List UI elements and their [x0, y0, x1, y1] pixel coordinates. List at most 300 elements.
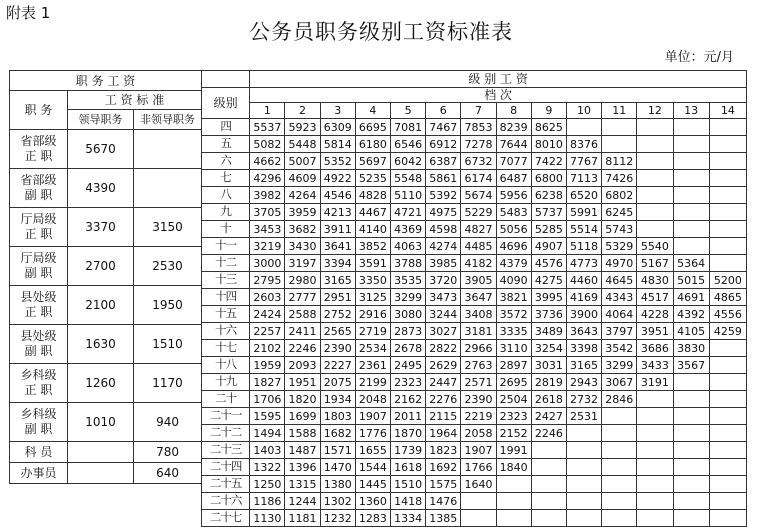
level-cell: 二十六 — [202, 493, 250, 510]
step-number: 3 — [320, 103, 355, 119]
salary-cell: 5082 — [250, 136, 285, 153]
step-number: 9 — [531, 103, 566, 119]
salary-cell: 5056 — [496, 221, 531, 238]
salary-cell: 6309 — [320, 119, 355, 136]
salary-cell: 2565 — [320, 323, 355, 340]
salary-cell: 4343 — [602, 289, 637, 306]
salary-cell — [709, 170, 746, 187]
salary-cell: 6802 — [602, 187, 637, 204]
salary-cell — [637, 221, 673, 238]
salary-standard-header: 工 资 标 准 — [68, 91, 202, 110]
table-row — [202, 374, 747, 391]
salary-cell — [673, 153, 709, 170]
salary-cell — [566, 476, 601, 493]
salary-cell: 2752 — [320, 306, 355, 323]
salary-cell: 1706 — [250, 391, 285, 408]
salary-cell: 3686 — [637, 340, 673, 357]
salary-cell: 2504 — [496, 391, 531, 408]
salary-cell — [531, 493, 566, 510]
salary-cell: 4485 — [461, 238, 496, 255]
salary-cell: 5697 — [355, 153, 390, 170]
salary-cell: 2048 — [355, 391, 390, 408]
salary-cell: 4907 — [531, 238, 566, 255]
salary-cell: 4517 — [637, 289, 673, 306]
annex-label: 附表 1 — [6, 4, 51, 22]
salary-cell: 1823 — [426, 442, 461, 459]
level-cell: 二十二 — [202, 425, 250, 442]
table-row — [202, 272, 747, 289]
position-name: 县处级 副 职 — [10, 325, 68, 364]
table-row — [10, 364, 202, 403]
level-cell: 十七 — [202, 340, 250, 357]
salary-cell — [637, 187, 673, 204]
salary-cell: 4140 — [355, 221, 390, 238]
salary-cell: 3647 — [461, 289, 496, 306]
salary-cell: 3181 — [461, 323, 496, 340]
table-row — [10, 130, 202, 169]
salary-cell: 6487 — [496, 170, 531, 187]
salary-cell: 4830 — [637, 272, 673, 289]
salary-cell: 8010 — [531, 136, 566, 153]
table-row — [202, 170, 747, 187]
salary-cell: 2897 — [496, 357, 531, 374]
salary-cell: 1470 — [320, 459, 355, 476]
salary-cell: 4556 — [709, 306, 746, 323]
salary-cell: 5392 — [426, 187, 461, 204]
salary-cell: 4467 — [355, 204, 390, 221]
salary-cell — [461, 510, 496, 527]
salary-cell: 1445 — [355, 476, 390, 493]
salary-cell — [673, 187, 709, 204]
step-number: 10 — [566, 103, 601, 119]
salary-cell: 3110 — [496, 340, 531, 357]
salary-cell: 3788 — [391, 255, 426, 272]
salary-cell: 1302 — [320, 493, 355, 510]
salary-cell: 6238 — [531, 187, 566, 204]
salary-cell: 3080 — [391, 306, 426, 323]
salary-cell: 1360 — [355, 493, 390, 510]
salary-cell: 2361 — [355, 357, 390, 374]
salary-cell — [566, 493, 601, 510]
salary-cell: 3959 — [285, 204, 320, 221]
salary-cell: 3031 — [531, 357, 566, 374]
salary-cell — [637, 408, 673, 425]
page-title: 公务员职务级别工资标准表 — [249, 20, 513, 44]
salary-cell: 2199 — [355, 374, 390, 391]
salary-cell — [673, 221, 709, 238]
salary-cell: 5167 — [637, 255, 673, 272]
salary-cell: 4264 — [285, 187, 320, 204]
step-number: 12 — [637, 103, 673, 119]
salary-cell: 5200 — [709, 272, 746, 289]
salary-cell: 1510 — [391, 476, 426, 493]
salary-cell: 3682 — [285, 221, 320, 238]
salary-cell: 3125 — [355, 289, 390, 306]
salary-cell: 3905 — [461, 272, 496, 289]
salary-cell — [709, 357, 746, 374]
step-number: 7 — [461, 103, 496, 119]
salary-cell — [709, 493, 746, 510]
salary-cell — [673, 510, 709, 527]
salary-cell — [709, 238, 746, 255]
level-cell: 二十一 — [202, 408, 250, 425]
salary-cell: 4975 — [426, 204, 461, 221]
salary-cell: 2695 — [496, 374, 531, 391]
salary-cell — [709, 408, 746, 425]
salary-cell: 4922 — [320, 170, 355, 187]
salary-cell: 2603 — [250, 289, 285, 306]
salary-cell: 3430 — [285, 238, 320, 255]
salary-cell: 1682 — [320, 425, 355, 442]
salary-cell: 7644 — [496, 136, 531, 153]
salary-cell: 1418 — [391, 493, 426, 510]
salary-cell — [709, 340, 746, 357]
level-cell: 十三 — [202, 272, 250, 289]
salary-cell — [709, 136, 746, 153]
salary-cell: 2951 — [320, 289, 355, 306]
salary-cell — [637, 391, 673, 408]
salary-cell — [637, 510, 673, 527]
salary-cell: 2011 — [391, 408, 426, 425]
salary-cell: 6800 — [531, 170, 566, 187]
salary-cell: 1385 — [426, 510, 461, 527]
salary-cell — [602, 442, 637, 459]
salary-cell — [673, 442, 709, 459]
salary-cell — [637, 170, 673, 187]
salary-cell: 5737 — [531, 204, 566, 221]
salary-cell: 3244 — [426, 306, 461, 323]
salary-cell: 4827 — [461, 221, 496, 238]
salary-cell: 1315 — [285, 476, 320, 493]
salary-cell: 3191 — [637, 374, 673, 391]
salary-cell: 1476 — [426, 493, 461, 510]
nonleader-salary — [134, 130, 202, 169]
salary-cell: 1766 — [461, 459, 496, 476]
salary-cell: 2102 — [250, 340, 285, 357]
level-cell: 五 — [202, 136, 250, 153]
salary-cell: 3641 — [320, 238, 355, 255]
salary-cell: 3982 — [250, 187, 285, 204]
table-row — [10, 403, 202, 442]
salary-cell — [461, 493, 496, 510]
salary-cell — [709, 187, 746, 204]
salary-cell — [709, 442, 746, 459]
salary-cell: 1907 — [355, 408, 390, 425]
salary-cell: 1655 — [355, 442, 390, 459]
salary-cell: 1250 — [250, 476, 285, 493]
salary-cell: 5007 — [285, 153, 320, 170]
table-row — [202, 306, 747, 323]
salary-cell: 2424 — [250, 306, 285, 323]
leader-salary — [68, 463, 134, 484]
salary-cell: 5814 — [320, 136, 355, 153]
salary-cell: 3067 — [602, 374, 637, 391]
salary-cell: 1334 — [391, 510, 426, 527]
salary-cell: 1840 — [496, 459, 531, 476]
nonleader-salary: 640 — [134, 463, 202, 484]
salary-cell: 3027 — [426, 323, 461, 340]
salary-cell: 5118 — [566, 238, 601, 255]
table-row — [202, 119, 747, 136]
nonleader-salary: 1170 — [134, 364, 202, 403]
leader-salary: 4390 — [68, 169, 134, 208]
salary-cell: 1571 — [320, 442, 355, 459]
salary-cell: 2819 — [531, 374, 566, 391]
table-row — [10, 247, 202, 286]
salary-cell: 2390 — [320, 340, 355, 357]
grade-salary-table — [201, 70, 747, 527]
salary-cell: 2390 — [461, 391, 496, 408]
nonleader-salary: 1510 — [134, 325, 202, 364]
salary-cell: 6174 — [461, 170, 496, 187]
salary-cell: 1776 — [355, 425, 390, 442]
nonleader-salary: 780 — [134, 442, 202, 463]
salary-cell: 2980 — [285, 272, 320, 289]
step-number: 1 — [250, 103, 285, 119]
step-number: 4 — [355, 103, 390, 119]
level-cell: 八 — [202, 187, 250, 204]
salary-cell: 1403 — [250, 442, 285, 459]
salary-cell: 5991 — [566, 204, 601, 221]
salary-cell: 5514 — [566, 221, 601, 238]
salary-cell: 5364 — [673, 255, 709, 272]
salary-cell: 4213 — [320, 204, 355, 221]
salary-cell: 1991 — [496, 442, 531, 459]
level-cell: 四 — [202, 119, 250, 136]
salary-cell: 6912 — [426, 136, 461, 153]
salary-cell: 3394 — [320, 255, 355, 272]
salary-cell: 5015 — [673, 272, 709, 289]
salary-cell: 3736 — [531, 306, 566, 323]
salary-cell: 3720 — [426, 272, 461, 289]
nonleader-column-header: 非领导职务 — [134, 110, 202, 130]
salary-cell: 5285 — [531, 221, 566, 238]
salary-cell — [602, 136, 637, 153]
salary-cell: 4379 — [496, 255, 531, 272]
level-cell: 十一 — [202, 238, 250, 255]
level-cell: 十八 — [202, 357, 250, 374]
salary-cell: 1870 — [391, 425, 426, 442]
salary-cell: 4369 — [391, 221, 426, 238]
salary-cell — [709, 510, 746, 527]
position-salary-table — [9, 70, 202, 484]
leader-salary — [68, 442, 134, 463]
salary-cell: 2246 — [531, 425, 566, 442]
salary-cell: 4063 — [391, 238, 426, 255]
salary-cell: 2257 — [250, 323, 285, 340]
table-row — [202, 493, 747, 510]
level-cell: 九 — [202, 204, 250, 221]
salary-cell — [709, 391, 746, 408]
salary-cell: 3542 — [602, 340, 637, 357]
salary-cell — [602, 476, 637, 493]
position-name: 科 员 — [10, 442, 68, 463]
table-row — [202, 442, 747, 459]
salary-cell: 1699 — [285, 408, 320, 425]
salary-cell: 4392 — [673, 306, 709, 323]
salary-cell: 3219 — [250, 238, 285, 255]
salary-cell: 3473 — [426, 289, 461, 306]
table-row — [10, 442, 202, 463]
salary-cell — [673, 374, 709, 391]
salary-cell: 2323 — [391, 374, 426, 391]
salary-cell: 3643 — [566, 323, 601, 340]
salary-cell: 3489 — [531, 323, 566, 340]
salary-cell: 3821 — [496, 289, 531, 306]
salary-cell: 4773 — [566, 255, 601, 272]
level-cell: 七 — [202, 170, 250, 187]
level-cell: 六 — [202, 153, 250, 170]
salary-cell: 2846 — [602, 391, 637, 408]
table-row — [202, 136, 747, 153]
leader-salary: 3370 — [68, 208, 134, 247]
salary-cell: 2219 — [461, 408, 496, 425]
salary-cell — [637, 493, 673, 510]
table-row — [202, 238, 747, 255]
level-cell: 二十 — [202, 391, 250, 408]
salary-cell: 6245 — [602, 204, 637, 221]
step-header: 档 次 — [250, 88, 747, 103]
salary-cell: 4275 — [531, 272, 566, 289]
salary-cell — [637, 204, 673, 221]
salary-cell — [673, 408, 709, 425]
salary-cell: 2115 — [426, 408, 461, 425]
salary-cell: 4576 — [531, 255, 566, 272]
salary-cell: 7113 — [566, 170, 601, 187]
salary-cell — [637, 153, 673, 170]
salary-cell — [673, 391, 709, 408]
salary-cell — [496, 510, 531, 527]
salary-cell: 2058 — [461, 425, 496, 442]
salary-cell — [709, 459, 746, 476]
salary-cell — [566, 442, 601, 459]
table-row — [202, 459, 747, 476]
salary-cell: 1640 — [461, 476, 496, 493]
salary-cell: 7077 — [496, 153, 531, 170]
salary-cell: 2276 — [426, 391, 461, 408]
salary-cell: 5548 — [391, 170, 426, 187]
salary-cell: 3797 — [602, 323, 637, 340]
salary-cell: 5743 — [602, 221, 637, 238]
salary-cell: 4259 — [709, 323, 746, 340]
level-cell: 十九 — [202, 374, 250, 391]
salary-cell: 2678 — [391, 340, 426, 357]
position-name: 厅局级 正 职 — [10, 208, 68, 247]
salary-cell: 2719 — [355, 323, 390, 340]
salary-cell: 5235 — [355, 170, 390, 187]
salary-cell: 2629 — [426, 357, 461, 374]
salary-cell: 3900 — [566, 306, 601, 323]
salary-cell — [496, 476, 531, 493]
salary-cell: 5923 — [285, 119, 320, 136]
level-cell: 十四 — [202, 289, 250, 306]
salary-cell: 2763 — [461, 357, 496, 374]
salary-cell: 3299 — [391, 289, 426, 306]
salary-cell: 4828 — [355, 187, 390, 204]
level-cell: 二十七 — [202, 510, 250, 527]
grade-salary-header: 级 别 工 资 — [250, 71, 747, 88]
table-row — [10, 463, 202, 484]
salary-cell: 2447 — [426, 374, 461, 391]
salary-cell: 2411 — [285, 323, 320, 340]
salary-cell: 3572 — [496, 306, 531, 323]
salary-cell: 7767 — [566, 153, 601, 170]
unit-label: 单位：元/月 — [664, 50, 734, 65]
table-row — [202, 340, 747, 357]
salary-cell: 2943 — [566, 374, 601, 391]
salary-cell: 1487 — [285, 442, 320, 459]
salary-cell — [637, 476, 673, 493]
table-row — [202, 425, 747, 442]
salary-cell: 1181 — [285, 510, 320, 527]
nonleader-salary: 2530 — [134, 247, 202, 286]
salary-cell: 1575 — [426, 476, 461, 493]
salary-cell: 2246 — [285, 340, 320, 357]
salary-cell: 8239 — [496, 119, 531, 136]
salary-cell — [673, 119, 709, 136]
salary-cell — [602, 493, 637, 510]
salary-cell: 5483 — [496, 204, 531, 221]
salary-cell — [709, 374, 746, 391]
salary-cell: 1820 — [285, 391, 320, 408]
salary-cell: 6520 — [566, 187, 601, 204]
salary-cell: 2227 — [320, 357, 355, 374]
salary-cell: 2495 — [391, 357, 426, 374]
salary-cell: 1130 — [250, 510, 285, 527]
nonleader-salary: 1950 — [134, 286, 202, 325]
salary-cell: 2093 — [285, 357, 320, 374]
salary-cell: 1380 — [320, 476, 355, 493]
table-row — [202, 204, 747, 221]
leader-salary: 1630 — [68, 325, 134, 364]
salary-cell — [637, 119, 673, 136]
salary-cell: 3995 — [531, 289, 566, 306]
salary-cell: 7426 — [602, 170, 637, 187]
salary-cell: 1803 — [320, 408, 355, 425]
salary-cell: 4546 — [320, 187, 355, 204]
salary-cell — [602, 425, 637, 442]
step-number: 13 — [673, 103, 709, 119]
salary-cell — [637, 459, 673, 476]
salary-cell: 1959 — [250, 357, 285, 374]
salary-cell — [709, 204, 746, 221]
salary-cell: 4696 — [496, 238, 531, 255]
step-number: 5 — [391, 103, 426, 119]
position-name: 县处级 正 职 — [10, 286, 68, 325]
salary-cell: 4662 — [250, 153, 285, 170]
salary-cell — [673, 136, 709, 153]
salary-cell: 1283 — [355, 510, 390, 527]
salary-cell: 1907 — [461, 442, 496, 459]
salary-cell — [566, 119, 601, 136]
position-name: 省部级 副 职 — [10, 169, 68, 208]
salary-cell — [566, 459, 601, 476]
leader-salary: 1010 — [68, 403, 134, 442]
table-row — [10, 286, 202, 325]
salary-cell: 6732 — [461, 153, 496, 170]
salary-cell — [673, 476, 709, 493]
position-salary-header: 职 务 工 资 — [10, 71, 202, 91]
table-row — [202, 221, 747, 238]
salary-cell: 6387 — [426, 153, 461, 170]
salary-cell: 3254 — [531, 340, 566, 357]
level-cell: 十 — [202, 221, 250, 238]
salary-cell: 3165 — [320, 272, 355, 289]
salary-cell: 4460 — [566, 272, 601, 289]
salary-cell: 1588 — [285, 425, 320, 442]
salary-cell — [531, 459, 566, 476]
salary-cell — [709, 255, 746, 272]
